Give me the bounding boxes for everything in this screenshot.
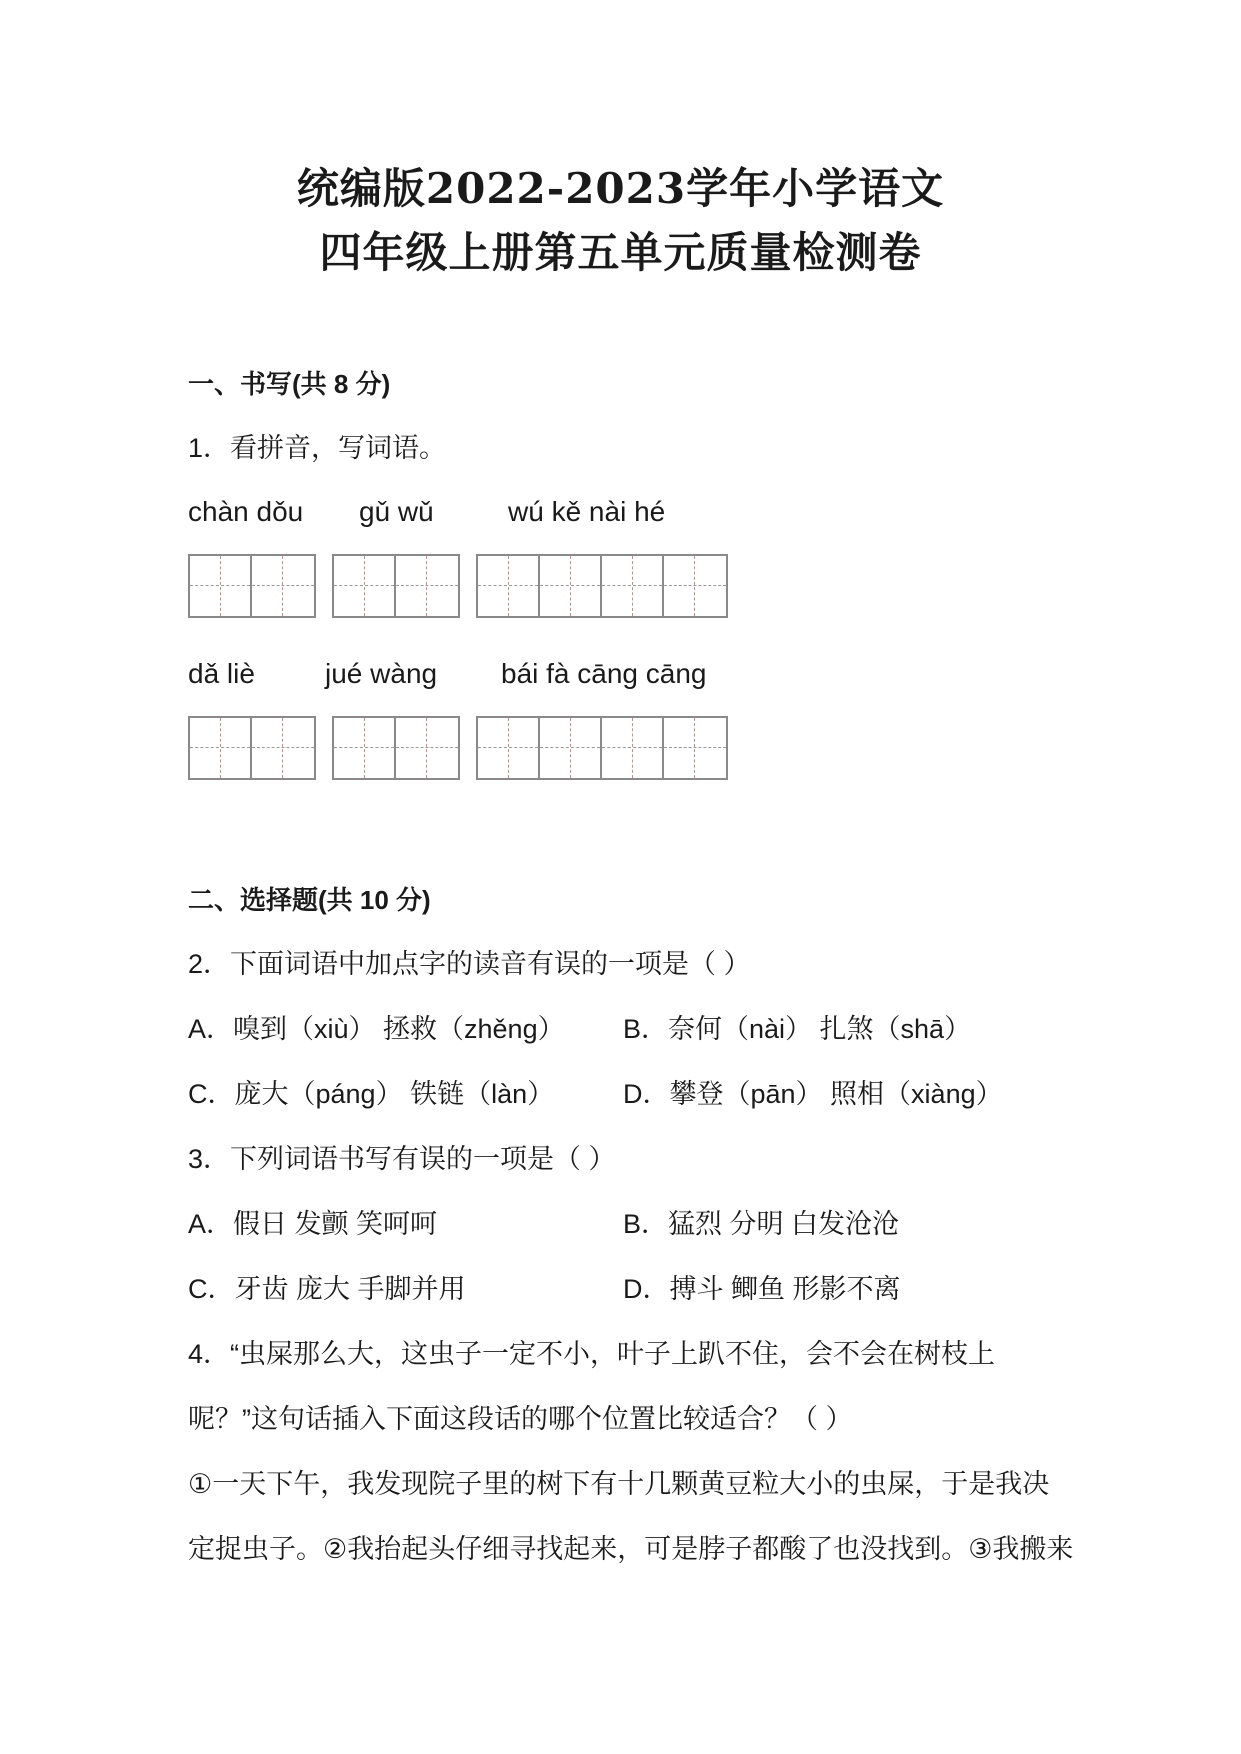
writing-box[interactable]	[332, 554, 460, 618]
q3-option-d: D．搏斗 鲫鱼 形影不离	[623, 1274, 901, 1304]
writing-cell[interactable]	[664, 556, 726, 616]
writing-cell[interactable]	[602, 718, 664, 778]
q2-option-a: A．嗅到（xiù） 拯救（zhěng）	[188, 1014, 565, 1044]
writing-cell[interactable]	[334, 718, 396, 778]
q4-prompt-line1: 4．“虫屎那么大，这虫子一定不小，叶子上趴不住，会不会在树枝上	[188, 1339, 996, 1369]
writing-cell[interactable]	[252, 556, 314, 616]
writing-cell[interactable]	[190, 556, 252, 616]
pinyin-2: gǔ wǔ	[359, 496, 434, 527]
q2-option-d: D．攀登（pān） 照相（xiàng）	[623, 1079, 1003, 1109]
writing-cell[interactable]	[396, 556, 458, 616]
writing-box[interactable]	[476, 554, 728, 618]
pinyin-6: bái fà cāng cāng	[501, 658, 707, 689]
writing-cell[interactable]	[478, 718, 540, 778]
pinyin-3: wú kě nài hé	[508, 496, 666, 527]
writing-cell[interactable]	[396, 718, 458, 778]
q1-prompt: 1．看拼音，写词语。	[188, 433, 447, 463]
pinyin-5: jué wàng	[325, 658, 438, 689]
writing-box[interactable]	[332, 716, 460, 780]
q2-option-b: B．奈何（nài） 扎煞（shā）	[623, 1014, 972, 1044]
writing-cell[interactable]	[478, 556, 540, 616]
writing-box[interactable]	[476, 716, 728, 780]
section1-heading: 一、书写(共 8 分)	[188, 369, 391, 399]
writing-cell[interactable]	[252, 718, 314, 778]
writing-box[interactable]	[188, 716, 316, 780]
pinyin-1: chàn dǒu	[188, 496, 304, 527]
pinyin-4: dǎ liè	[188, 658, 255, 689]
q3-option-b: B．猛烈 分明 白发沧沧	[623, 1209, 900, 1239]
writing-box[interactable]	[188, 554, 316, 618]
q4-passage-line1: ①一天下午，我发现院子里的树下有十几颗黄豆粒大小的虫屎，于是我决	[188, 1469, 1050, 1499]
writing-cell[interactable]	[664, 718, 726, 778]
q3-option-c: C．牙齿 庞大 手脚并用	[188, 1274, 466, 1304]
writing-cell[interactable]	[334, 556, 396, 616]
q4-prompt-line2: 呢？”这句话插入下面这段话的哪个位置比较适合？（ ）	[188, 1404, 853, 1434]
writing-cell[interactable]	[602, 556, 664, 616]
writing-cell[interactable]	[540, 718, 602, 778]
section2-heading: 二、选择题(共 10 分)	[188, 885, 431, 915]
q4-passage-line2: 定捉虫子。②我抬起头仔细寻找起来，可是脖子都酸了也没找到。③我搬来	[188, 1534, 1074, 1564]
q2-option-c: C．庞大（páng） 铁链（làn）	[188, 1079, 555, 1109]
q3-option-a: A．假日 发颤 笑呵呵	[188, 1209, 438, 1239]
exam-title-line1: 统编版2022-2023学年小学语文	[296, 164, 945, 213]
writing-cell[interactable]	[540, 556, 602, 616]
q3-prompt: 3．下列词语书写有误的一项是（ ）	[188, 1144, 616, 1174]
q2-prompt: 2．下面词语中加点字的读音有误的一项是（ ）	[188, 949, 751, 979]
exam-title-line2: 四年级上册第五单元质量检测卷	[319, 228, 922, 277]
writing-cell[interactable]	[190, 718, 252, 778]
